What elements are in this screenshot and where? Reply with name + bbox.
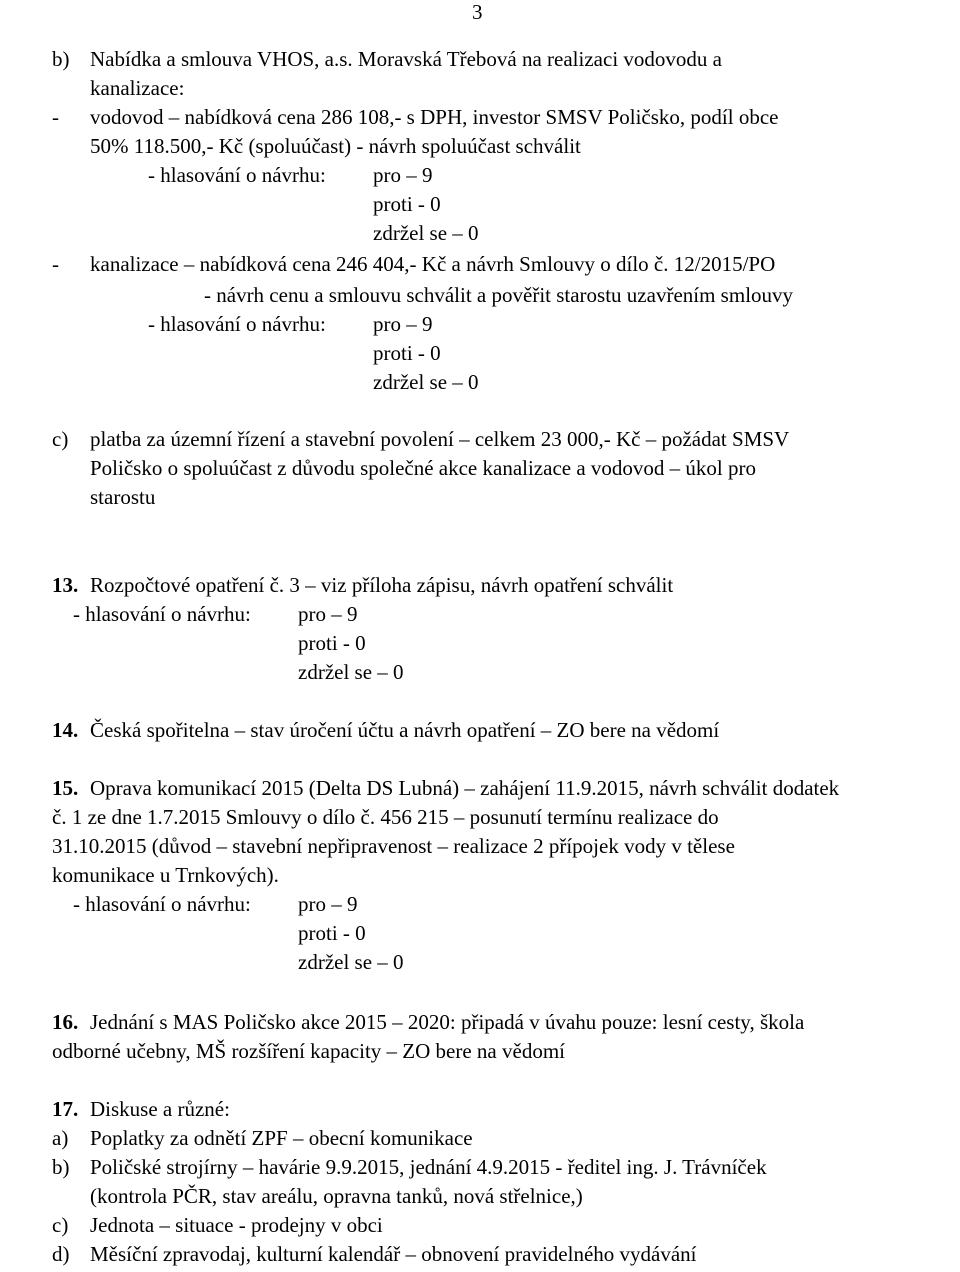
- vote-against: proti - 0: [298, 921, 366, 945]
- item-text: Jednání s MAS Poličsko akce 2015 – 2020: připadá v úvahu pouze: lesní cesty, škola: [90, 1010, 805, 1034]
- vote-against: proti - 0: [298, 631, 366, 655]
- section-b-heading: Nabídka a smlouva VHOS, a.s. Moravská Třebová na realizaci vodovodu a: [90, 47, 722, 71]
- vote-against: proti - 0: [373, 192, 441, 216]
- item-number: 16.: [52, 1010, 79, 1034]
- item-text-cont: odborné učebny, MŠ rozšíření kapacity – ZO bere na vědomí: [52, 1039, 565, 1063]
- vote-for: pro – 9: [298, 892, 358, 916]
- section-b-marker: b): [52, 47, 70, 71]
- vote-for: pro – 9: [298, 602, 358, 626]
- subitem-b-text-cont: (kontrola PČR, stav areálu, opravna tanků, nová střelnice,): [90, 1184, 583, 1208]
- vote-abstain: zdržel se – 0: [373, 370, 479, 394]
- subitem-c-marker: c): [52, 1213, 69, 1237]
- vote-label: - hlasování o návrhu:: [73, 602, 251, 626]
- subitem-b-text: Poličské strojírny – havárie 9.9.2015, jednání 4.9.2015 - ředitel ing. J. Trávníček: [90, 1155, 767, 1179]
- item-heading: Diskuse a různé:: [90, 1097, 230, 1121]
- subitem-b-marker: b): [52, 1155, 70, 1179]
- section-c-marker: c): [52, 427, 69, 451]
- vote-abstain: zdržel se – 0: [298, 660, 404, 684]
- sewer-line-cont: - návrh cenu a smlouvu schválit a pověřit starostu uzavřením smlouvy: [204, 283, 794, 307]
- vote-label: - hlasování o návrhu:: [148, 163, 326, 187]
- subitem-d-text: Měsíční zpravodaj, kulturní kalendář – obnovení pravidelného vydávání: [90, 1242, 697, 1266]
- item-text-cont: č. 1 ze dne 1.7.2015 Smlouvy o dílo č. 456 215 – posunutí termínu realizace do: [52, 805, 719, 829]
- item-text-cont: 31.10.2015 (důvod – stavební nepřipravenost – realizace 2 přípojek vody v tělese: [52, 834, 735, 858]
- vote-abstain: zdržel se – 0: [373, 221, 479, 245]
- sewer-line: kanalizace – nabídková cena 246 404,- Kč a návrh Smlouvy o dílo č. 12/2015/PO: [90, 252, 776, 276]
- item-number: 14.: [52, 718, 79, 742]
- section-c-line: platba za územní řízení a stavební povolení – celkem 23 000,- Kč – požádat SMSV: [90, 427, 790, 451]
- item-number: 15.: [52, 776, 79, 800]
- subitem-a-marker: a): [52, 1126, 69, 1150]
- item-text-cont: komunikace u Trnkových).: [52, 863, 279, 887]
- section-b-heading-cont: kanalizace:: [90, 76, 185, 100]
- vote-for: pro – 9: [373, 312, 433, 336]
- vote-label: - hlasování o návrhu:: [73, 892, 251, 916]
- page-number: 3: [472, 0, 483, 24]
- item-text: Česká spořitelna – stav úročení účtu a návrh opatření – ZO bere na vědomí: [90, 718, 720, 742]
- subitem-c-text: Jednota – situace - prodejny v obci: [90, 1213, 383, 1237]
- vote-label: - hlasování o návrhu:: [148, 312, 326, 336]
- item-text: Oprava komunikací 2015 (Delta DS Lubná) – zahájení 11.9.2015, návrh schválit dodatek: [90, 776, 840, 800]
- water-marker: -: [52, 105, 59, 129]
- subitem-d-marker: d): [52, 1242, 70, 1266]
- water-line-cont: 50% 118.500,- Kč (spoluúčast) - návrh spoluúčast schválit: [90, 134, 581, 158]
- item-text: Rozpočtové opatření č. 3 – viz příloha zápisu, návrh opatření schválit: [90, 573, 674, 597]
- subitem-a-text: Poplatky za odnětí ZPF – obecní komunikace: [90, 1126, 473, 1150]
- vote-abstain: zdržel se – 0: [298, 950, 404, 974]
- item-number: 13.: [52, 573, 79, 597]
- sewer-marker: -: [52, 252, 59, 276]
- vote-for: pro – 9: [373, 163, 433, 187]
- vote-against: proti - 0: [373, 341, 441, 365]
- item-number: 17.: [52, 1097, 79, 1121]
- section-c-line-cont: Poličsko o spoluúčast z důvodu společné akce kanalizace a vodovod – úkol pro: [90, 456, 756, 480]
- section-c-line-end: starostu: [90, 485, 156, 509]
- water-line: vodovod – nabídková cena 286 108,- s DPH, investor SMSV Poličsko, podíl obce: [90, 105, 779, 129]
